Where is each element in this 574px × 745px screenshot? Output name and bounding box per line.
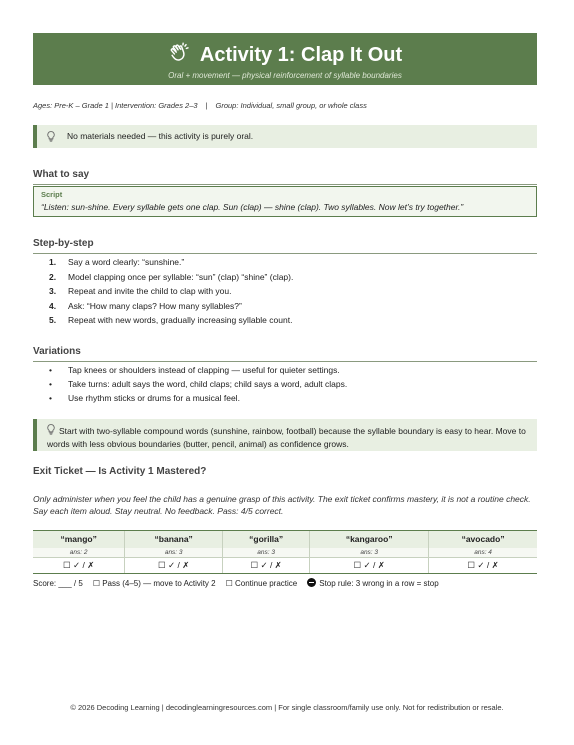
activity-header: [33, 33, 537, 85]
audience-meta: [33, 101, 537, 110]
step-number: 1.: [49, 257, 57, 267]
step-text: Repeat and invite the child to clap with you.: [68, 286, 232, 297]
ticket-word: “avocado”: [429, 531, 537, 548]
ticket-mark-checkbox[interactable]: ☐ ✓ / ✗: [310, 558, 429, 574]
ticket-answer: ans: 3: [125, 548, 223, 558]
header-title-row: [33, 42, 537, 69]
ages-text: Ages: Pre-K – Grade 1 | Intervention: Grades 2–3: [33, 101, 198, 110]
lightbulb-icon: [47, 424, 55, 439]
variation-text: Tap knees or shoulders instead of clapping — useful for quieter settings.: [68, 365, 340, 375]
ticket-answer: ans: 4: [429, 548, 537, 558]
list-item: [49, 257, 529, 272]
list-item: [49, 365, 529, 379]
ticket-mark-checkbox[interactable]: ☐ ✓ / ✗: [429, 558, 537, 574]
step-number: 4.: [49, 300, 57, 311]
page-footer: © 2026 Decoding Learning | decodinglearningresources.com | For single classroom/family use only. Not for redistribution or resale.: [70, 703, 504, 712]
ticket-word: “kangaroo”: [310, 531, 429, 548]
script-label: Script: [41, 190, 63, 199]
materials-tip-text: No materials needed — this activity is purely oral.: [67, 131, 254, 141]
page-subtitle: Oral + movement — physical reinforcement of syllable boundaries: [168, 71, 402, 80]
list-item: [49, 315, 529, 330]
variation-text: Use rhythm sticks or drums for a musical feel.: [68, 393, 240, 403]
step-text: Model clapping once per syllable: “sun” (clap) “shine” (clap).: [68, 271, 294, 282]
bullet: •: [49, 393, 52, 403]
table-row: [33, 531, 537, 548]
table-row: [33, 548, 537, 558]
list-item: [49, 393, 529, 407]
score-line: [33, 578, 537, 588]
continue-checkbox[interactable]: ☐ Continue practice: [225, 578, 298, 588]
ticket-mark-checkbox[interactable]: ☐ ✓ / ✗: [33, 558, 125, 574]
list-item: [49, 272, 529, 287]
variation-text: Take turns: adult says the word, child claps; child says a word, adult claps.: [68, 379, 348, 389]
page-title: Activity 1: Clap It Out: [199, 44, 403, 66]
variations-list: [49, 365, 529, 407]
script-box: [33, 186, 537, 217]
materials-tip-callout: [33, 125, 537, 148]
exit-ticket-table: [33, 530, 537, 574]
step-text: Ask: “How many claps? How many syllables?”: [68, 300, 242, 311]
ticket-answer: ans: 2: [33, 548, 125, 558]
meta-separator: |: [205, 101, 208, 110]
pass-checkbox[interactable]: ☐ Pass (4–5) — move to Activity 2: [92, 578, 216, 588]
ticket-word: “gorilla”: [223, 531, 310, 548]
list-item: [49, 379, 529, 393]
step-number: 3.: [49, 286, 57, 297]
section-heading-variations: Variations: [33, 346, 537, 362]
stop-rule: [307, 578, 438, 588]
ticket-answer: ans: 3: [310, 548, 429, 558]
compound-tip-text: Start with two-syllable compound words (sunshine, rainbow, football) because the syllable boundary is easy to hear. Move to words with less obvious boundaries (butter, pencil, animal) as confidence grows.: [47, 426, 526, 449]
score-field[interactable]: Score: ___ / 5: [33, 578, 83, 588]
steps-list: [49, 257, 529, 330]
section-heading-what-to-say: What to say: [33, 169, 537, 185]
ticket-mark-checkbox[interactable]: ☐ ✓ / ✗: [125, 558, 223, 574]
stop-icon: [307, 578, 316, 587]
exit-ticket-heading: Exit Ticket — Is Activity 1 Mastered?: [33, 466, 207, 477]
clapping-hands-icon: [168, 42, 190, 69]
exit-ticket-instructions: Only administer when you feel the child has a genuine grasp of this activity. The exit ticket confirms mastery, it is not a routine check. Say each item aloud. Stay neutral. No feedback. Pass: 4/5 correct.: [33, 494, 531, 516]
ticket-answer: ans: 3: [223, 548, 310, 558]
lightbulb-icon: [47, 131, 55, 144]
compound-words-tip-callout: [33, 419, 537, 451]
step-text: Say a word clearly: “sunshine.”: [68, 257, 185, 267]
script-text: “Listen: sun-shine. Every syllable gets one clap. Sun (clap) — shine (clap). Two syllables. Now let’s try together.”: [41, 202, 464, 212]
list-item: [49, 301, 529, 316]
step-text: Repeat with new words, gradually increasing syllable count.: [68, 315, 293, 326]
ticket-mark-checkbox[interactable]: ☐ ✓ / ✗: [223, 558, 310, 574]
stop-rule-text: Stop rule: 3 wrong in a row = stop: [319, 579, 439, 588]
ticket-word: “banana”: [125, 531, 223, 548]
bullet: •: [49, 365, 52, 375]
section-heading-steps: Step-by-step: [33, 238, 537, 254]
list-item: [49, 286, 529, 301]
step-number: 5.: [49, 315, 57, 326]
step-number: 2.: [49, 271, 57, 282]
group-text: Group: Individual, small group, or whole class: [215, 101, 367, 110]
table-row: [33, 558, 537, 574]
ticket-word: “mango”: [33, 531, 125, 548]
bullet: •: [49, 379, 52, 389]
